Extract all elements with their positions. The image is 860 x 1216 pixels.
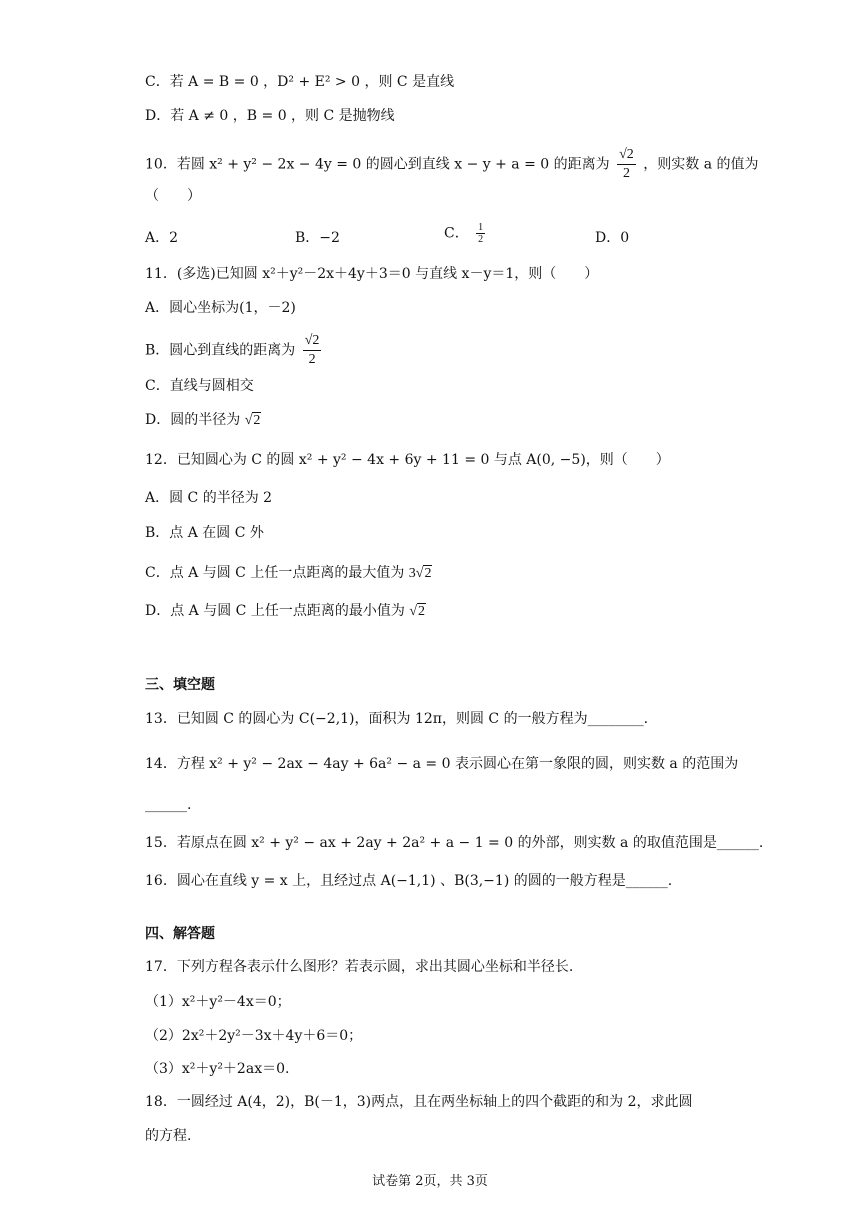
- fraction-one-half: $\frac{1}{2}$: [478, 222, 484, 245]
- section-solve: 四、解答题: [145, 926, 215, 942]
- sqrt-two: √2: [244, 413, 261, 428]
- option-d-q9: D．若 A ≠ 0 ，B = 0 ，则 C 是抛物线: [145, 108, 395, 124]
- fraction-sqrt2-over-2: $\frac{√2}{2}$: [304, 333, 320, 367]
- question-10-text-tail: ，则实数 a 的值为: [643, 156, 759, 173]
- question-15: 15．若原点在圆 x² + y² − ax + 2ay + 2a² + a − 1 = 0 的外部，则实数 a 的取值范围是______.: [145, 835, 764, 851]
- question-13: 13．已知圆 C 的圆心为 C(−2,1)，面积为 12π，则圆 C 的一般方程为________.: [145, 711, 649, 727]
- q10-option-a: A．2: [145, 230, 179, 246]
- question-10: [145, 146, 759, 183]
- question-12: 12．已知圆心为 C 的圆 x² + y² − 4x + 6y + 11 = 0 与点 A(0, −5)，则（ ）: [145, 452, 670, 468]
- three-sqrt-two: 3√2: [408, 566, 432, 581]
- section-fill-in: 三、填空题: [145, 677, 215, 693]
- q11-option-c: C．直线与圆相交: [145, 378, 254, 394]
- q10-option-c: C． $\frac{1}{2}$: [444, 222, 484, 245]
- question-17: 17．下列方程各表示什么图形？若表示圆，求出其圆心坐标和半径长.: [145, 959, 574, 975]
- question-14-blank: ______.: [145, 797, 192, 813]
- question-17-part-3: （3）x²＋y²＋2ax＝0.: [145, 1061, 290, 1077]
- q11-option-d: D．圆的半径为 √2: [145, 412, 261, 428]
- fraction-sqrt2-over-2: $\frac{√2}{2}$: [619, 147, 634, 181]
- q11-option-b: B．圆心到直线的距离为 $\frac{√2}{2}$: [145, 333, 320, 367]
- option-c-q9: C．若 A = B = 0 ，D² + E² > 0 ，则 C 是直线: [145, 74, 455, 90]
- q10-option-b: B．−2: [295, 230, 340, 246]
- question-18-cont: 的方程.: [145, 1128, 192, 1144]
- page-footer: 试卷第 2页，共 3页: [372, 1174, 488, 1189]
- q12-option-d: D．点 A 与圆 C 上任一点距离的最小值为 √2: [145, 603, 425, 619]
- question-11: 11．(多选)已知圆 x²＋y²－2x＋4y＋3＝0 与直线 x－y＝1，则（ ）: [145, 266, 599, 282]
- question-10-paren: （ ）: [145, 188, 201, 204]
- sqrt-two: √2: [409, 604, 425, 619]
- question-10-text: 10．若圆 x² + y² − 2x − 4y = 0 的圆心到直线 x − y + a = 0 的距离为: [145, 156, 610, 173]
- q11-option-a: A．圆心坐标为(1，－2): [145, 300, 296, 316]
- question-17-part-1: （1）x²＋y²－4x＝0；: [145, 994, 291, 1010]
- question-14: 14．方程 x² + y² − 2ax − 4ay + 6a² − a = 0 表示圆心在第一象限的圆，则实数 a 的范围为: [145, 756, 739, 772]
- q12-option-c: C．点 A 与圆 C 上任一点距离的最大值为 3√2: [145, 565, 432, 581]
- q12-option-b: B．点 A 在圆 C 外: [145, 525, 264, 541]
- q12-option-a: A．圆 C 的半径为 2: [145, 490, 273, 506]
- q10-option-d: D．0: [595, 230, 630, 246]
- question-17-part-2: （2）2x²＋2y²－3x＋4y＋6＝0；: [145, 1028, 363, 1044]
- question-16: 16．圆心在直线 y = x 上，且经过点 A(−1,1) 、B(3,−1) 的圆的一般方程是______.: [145, 873, 673, 889]
- question-18: 18．一圆经过 A(4，2)，B(－1，3)两点，且在两坐标轴上的四个截距的和为 2，求此圆: [145, 1094, 693, 1110]
